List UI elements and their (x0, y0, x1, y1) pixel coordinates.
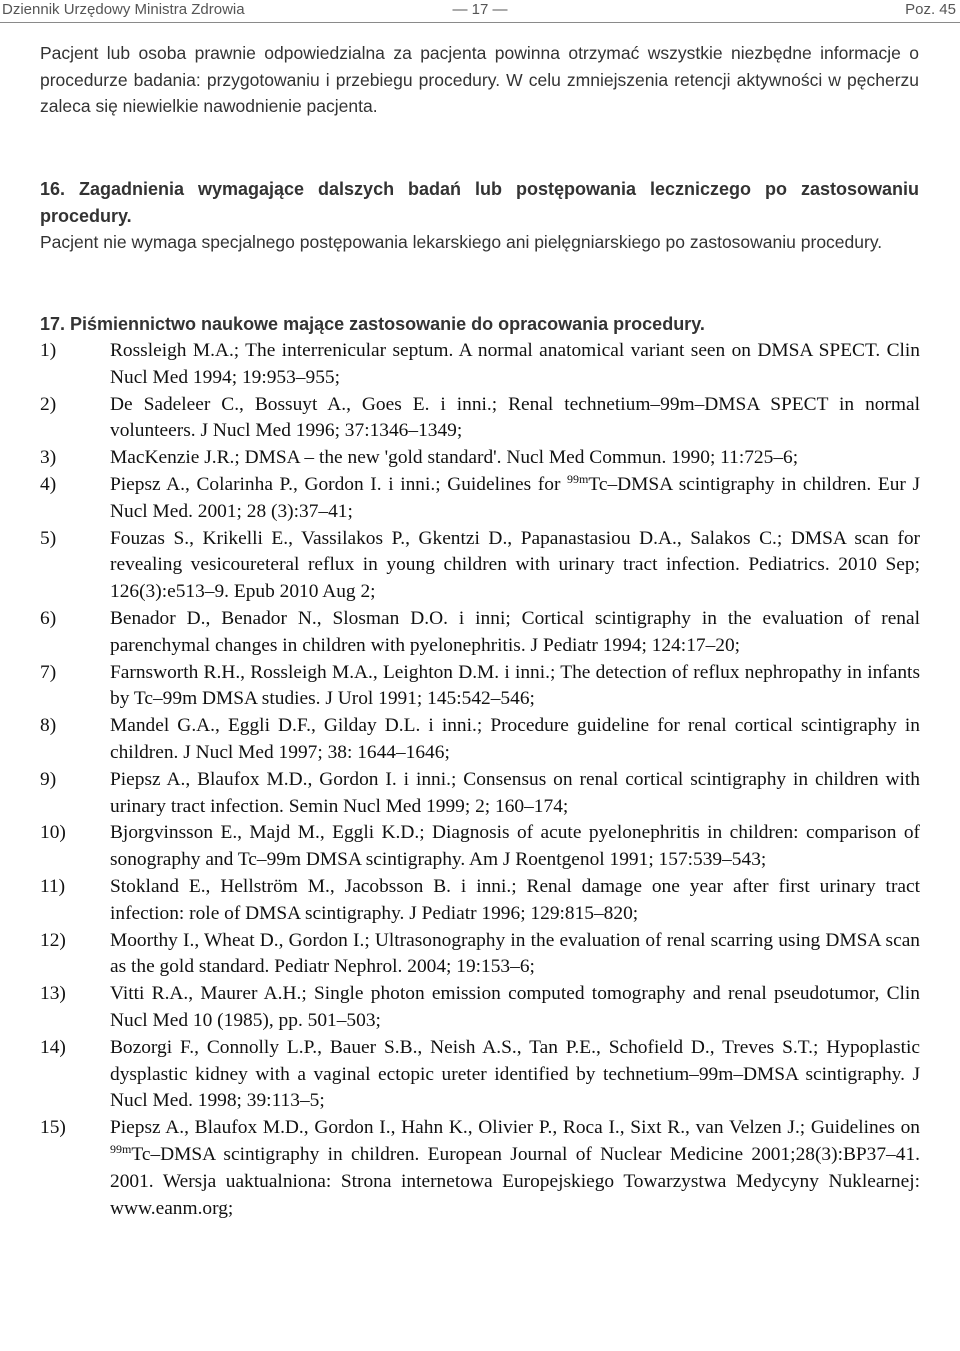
reference-number: 1) (40, 340, 57, 361)
reference-text: Benador D., Benador N., Slosman D.O. i inni; Cortical scintigraphy in the evaluation of renal parenchymal changes in children with pyelonephritis. J Pediatr 1994; 124:17–20; (110, 607, 920, 656)
reference-item (40, 874, 920, 928)
page-number: — 17 — (452, 1, 508, 18)
reference-text: Piepsz A., Blaufox M.D., Gordon I. i inni.; Consensus on renal cortical scintigraphy in children with urinary tract infection. Semin Nucl Med 1999; 2; 160–174; (110, 768, 920, 817)
reference-number: 12) (40, 929, 66, 951)
reference-text (110, 1115, 920, 1222)
journal-title: Dziennik Urzędowy Ministra Zdrowia (2, 1, 245, 18)
reference-text-part: Piepsz A., Blaufox M.D., Gordon I., Hahn K., Olivier P., Roca I., Sixt R., van Velzen J.; Guidelines on (110, 1117, 920, 1139)
reference-text: Vitti R.A., Maurer A.H.; Single photon emission computed tomography and renal pseudotumor, Clin Nucl Med 10 (1985), pp. 501–503; (110, 983, 920, 1031)
reference-text: De Sadeleer C., Bossuyt A., Goes E. i inni.; Renal technetium–99m–DMSA SPECT in normal volunteers. J Nucl Med 1996; 37:1346–1349; (110, 393, 920, 442)
reference-number: 3) (40, 447, 57, 469)
isotope-superscript: 99m (567, 471, 589, 486)
reference-number: 14) (40, 1036, 66, 1058)
reference-item (40, 928, 920, 982)
position-number: Poz. 45 (905, 1, 956, 18)
reference-item (40, 338, 920, 392)
reference-number: 15) (40, 1117, 66, 1139)
reference-item (40, 660, 920, 714)
reference-number: 6) (40, 607, 57, 629)
reference-item (40, 526, 920, 606)
reference-text: Bozorgi F., Connolly L.P., Bauer S.B., Neish A.S., Tan P.E., Schofield D., Treves S.T.; Hypoplastic dysplastic kidney with a vaginal ectopic ureter identified by technetium–99m–DMSA scintigraphy. J Nucl Med. 1998; 39:113–5; (110, 1036, 920, 1112)
reference-text-part: Piepsz A., Colarinha P., Gordon I. i inni.; Guidelines for (110, 473, 568, 495)
reference-text: Moorthy I., Wheat D., Gordon I.; Ultrasonography in the evaluation of renal scarring using DMSA scan as the gold standard. Pediatr Nephrol. 2004; 19:153–6; (110, 929, 920, 978)
section-17-heading: 17. Piśmiennictwo naukowe mające zastosowanie do opracowania procedury. (40, 314, 705, 334)
section-16-heading: 16. Zagadnienia wymagające dalszych badań lub postępowania leczniczego po zastosowaniu procedury. (40, 179, 919, 226)
isotope-superscript: 99m (110, 1141, 132, 1156)
reference-text: Rossleigh M.A.; The interrenicular septum. A normal anatomical variant seen on DMSA SPECT. Clin Nucl Med 1994; 19:953–955; (110, 340, 920, 388)
reference-text: MacKenzie J.R.; DMSA – the new 'gold standard'. Nucl Med Commun. 1990; 11:725–6; (110, 447, 799, 469)
reference-item (40, 606, 920, 660)
section-16-body: Pacjent nie wymaga specjalnego postępowania lekarskiego ani pielęgniarskiego po zastosowaniu procedury. (40, 232, 883, 252)
reference-item (40, 445, 920, 472)
reference-text: Fouzas S., Krikelli E., Vassilakos P., Gkentzi D., Papanastasiou D.A., Salakos C.; DMSA scan for revealing vesicoureteral reflux in young children with urinary tract infection. Pediatrics. 2010 Sep; 126(3):e513–9. Epub 2010 Aug 2; (110, 527, 920, 603)
reference-item (40, 767, 920, 821)
reference-item (40, 472, 920, 526)
reference-number: 13) (40, 983, 66, 1005)
reference-number: 9) (40, 768, 57, 790)
reference-number: 5) (40, 527, 57, 549)
reference-text-part: Tc–DMSA scintigraphy in children. Eur J Nucl Med. 2001; 28 (3):37–41; (110, 473, 920, 522)
reference-text: Farnsworth R.H., Rossleigh M.A., Leighton D.M. i inni.; The detection of reflux nephropathy in infants by Tc–99m DMSA studies. J Urol 1991; 145:542–546; (110, 661, 920, 710)
reference-item (40, 1115, 920, 1222)
references-list (40, 338, 920, 1222)
reference-item (40, 820, 920, 874)
page-header (0, 0, 960, 23)
reference-item (40, 1035, 920, 1115)
reference-number: 2) (40, 393, 57, 415)
reference-text-part: Tc–DMSA scintigraphy in children. European Journal of Nuclear Medicine 2001;28(3):BP37–41. 2001. Wersja uaktualniona: Strona internetowa Europejskiego Towarzystwa Medycyny Nuklearnej: www.eanm.org; (110, 1143, 920, 1219)
reference-number: 11) (40, 875, 66, 897)
reference-item (40, 981, 920, 1035)
reference-number: 10) (40, 822, 66, 844)
reference-text (110, 472, 920, 526)
reference-item (40, 392, 920, 446)
reference-number: 4) (40, 473, 57, 495)
reference-number: 8) (40, 715, 57, 737)
reference-text: Stokland E., Hellström M., Jacobsson B. i inni.; Renal damage one year after first urinary tract infection: role of DMSA scintigraphy. J Pediatr 1996; 129:815–820; (110, 875, 920, 924)
intro-paragraph: Pacjent lub osoba prawnie odpowiedzialna za pacjenta powinna otrzymać wszystkie niezbędne informacje o procedurze badania: przygotowaniu i przebiegu procedury. W celu zmniejszenia retencji aktywności w pęcherzu zaleca się niewielkie nawodnienie pacjenta. (40, 43, 919, 116)
reference-text: Bjorgvinsson E., Majd M., Eggli K.D.; Diagnosis of acute pyelonephritis in children: comparison of sonography and Tc–99m DMSA scintigraphy. Am J Roentgenol 1991; 157:539–543; (110, 822, 920, 871)
reference-text: Mandel G.A., Eggli D.F., Gilday D.L. i inni.; Procedure guideline for renal cortical scintigraphy in children. J Nucl Med 1997; 38: 1644–1646; (110, 715, 920, 763)
reference-number: 7) (40, 661, 57, 683)
reference-item (40, 713, 920, 767)
